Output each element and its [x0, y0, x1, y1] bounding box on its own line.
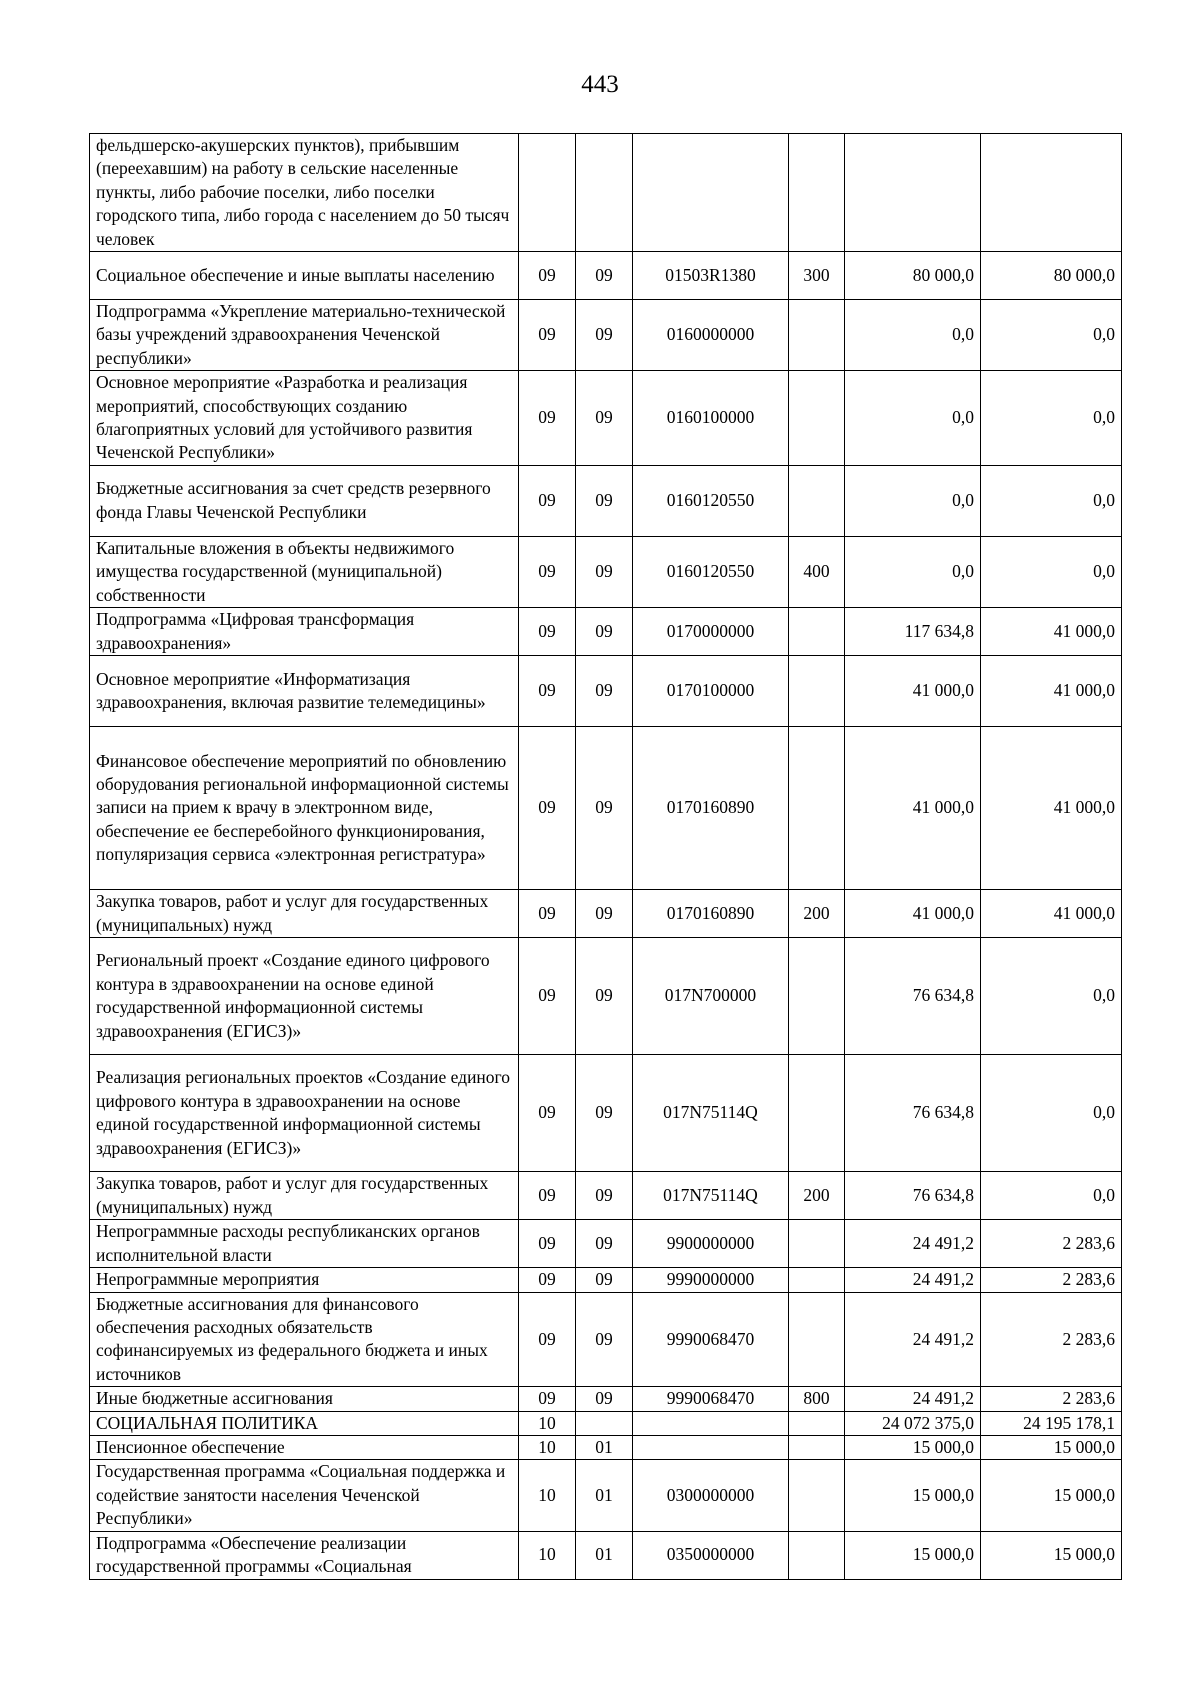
- table-row: [90, 1220, 1122, 1268]
- row-sum-2: 2 283,6: [981, 1220, 1122, 1268]
- row-target-code: 0350000000: [633, 1531, 789, 1579]
- row-subsection: 01: [576, 1435, 633, 1459]
- row-expense-type: [789, 1220, 845, 1268]
- row-subsection: 09: [576, 1292, 633, 1387]
- row-sum-1: 24 491,2: [845, 1220, 981, 1268]
- row-expense-type: [789, 465, 845, 536]
- row-name: Подпрограмма «Цифровая трансформация здравоохранения»: [90, 608, 519, 656]
- row-target-code: 017N75114Q: [633, 1055, 789, 1172]
- row-section: 09: [519, 1268, 576, 1292]
- table-row: [90, 536, 1122, 607]
- row-sum-1: 76 634,8: [845, 1172, 981, 1220]
- table-row: [90, 1387, 1122, 1411]
- row-target-code: 0170160890: [633, 890, 789, 938]
- row-name: Подпрограмма «Обеспечение реализации государственной программы «Социальная: [90, 1531, 519, 1579]
- row-target-code: 017N75114Q: [633, 1172, 789, 1220]
- row-sum-2: 15 000,0: [981, 1531, 1122, 1579]
- row-sum-2: 0,0: [981, 1055, 1122, 1172]
- row-name: Региональный проект «Создание единого цифрового контура в здравоохранении на основе единой государственной информационной системы здравоохранения (ЕГИСЗ)»: [90, 938, 519, 1055]
- row-subsection: 09: [576, 1220, 633, 1268]
- row-target-code: 9990068470: [633, 1292, 789, 1387]
- row-sum-1: 0,0: [845, 536, 981, 607]
- table-row: [90, 890, 1122, 938]
- row-expense-type: 300: [789, 252, 845, 300]
- row-target-code: 017N700000: [633, 938, 789, 1055]
- row-section: 10: [519, 1435, 576, 1459]
- row-name: СОЦИАЛЬНАЯ ПОЛИТИКА: [90, 1411, 519, 1435]
- row-target-code: 0300000000: [633, 1460, 789, 1531]
- table-row: [90, 1292, 1122, 1387]
- row-section: 10: [519, 1460, 576, 1531]
- row-target-code: 01503R1380: [633, 252, 789, 300]
- table-row: [90, 938, 1122, 1055]
- row-name: Иные бюджетные ассигнования: [90, 1387, 519, 1411]
- row-name: Закупка товаров, работ и услуг для государственных (муниципальных) нужд: [90, 1172, 519, 1220]
- row-subsection: 09: [576, 371, 633, 466]
- row-sum-1: 117 634,8: [845, 608, 981, 656]
- page-number: 443: [581, 71, 619, 98]
- row-sum-1: 0,0: [845, 371, 981, 466]
- row-sum-2: 0,0: [981, 371, 1122, 466]
- table-row: [90, 1055, 1122, 1172]
- row-subsection: 09: [576, 300, 633, 371]
- table-row: [90, 1411, 1122, 1435]
- row-target-code: 0160000000: [633, 300, 789, 371]
- row-subsection: [576, 1411, 633, 1435]
- row-sum-2: 41 000,0: [981, 890, 1122, 938]
- row-target-code: [633, 1411, 789, 1435]
- row-target-code: 0170160890: [633, 727, 789, 890]
- row-name: Государственная программа «Социальная поддержка и содействие занятости населения Чеченской Республики»: [90, 1460, 519, 1531]
- row-expense-type: [789, 938, 845, 1055]
- row-subsection: 09: [576, 608, 633, 656]
- row-name: Непрограммные мероприятия: [90, 1268, 519, 1292]
- table-row: [90, 1531, 1122, 1579]
- row-expense-type: [789, 1460, 845, 1531]
- row-sum-2: 41 000,0: [981, 656, 1122, 727]
- row-subsection: 09: [576, 465, 633, 536]
- row-expense-type: [789, 727, 845, 890]
- row-sum-1: 41 000,0: [845, 890, 981, 938]
- row-sum-1: [845, 134, 981, 252]
- row-expense-type: 400: [789, 536, 845, 607]
- row-target-code: 9990000000: [633, 1268, 789, 1292]
- row-target-code: 0160120550: [633, 465, 789, 536]
- row-subsection: 09: [576, 656, 633, 727]
- row-sum-2: 0,0: [981, 536, 1122, 607]
- row-expense-type: [789, 1055, 845, 1172]
- row-sum-1: 41 000,0: [845, 727, 981, 890]
- table-row: [90, 656, 1122, 727]
- row-name: Бюджетные ассигнования за счет средств резервного фонда Главы Чеченской Республики: [90, 465, 519, 536]
- row-sum-1: 15 000,0: [845, 1531, 981, 1579]
- row-target-code: 0170100000: [633, 656, 789, 727]
- row-sum-2: [981, 134, 1122, 252]
- table-row: [90, 1460, 1122, 1531]
- row-sum-1: 15 000,0: [845, 1460, 981, 1531]
- row-section: 09: [519, 536, 576, 607]
- table-row: [90, 1268, 1122, 1292]
- row-section: 10: [519, 1531, 576, 1579]
- table-row: [90, 252, 1122, 300]
- table-row: [90, 727, 1122, 890]
- row-section: 09: [519, 1387, 576, 1411]
- row-subsection: 09: [576, 536, 633, 607]
- row-name: Непрограммные расходы республиканских органов исполнительной власти: [90, 1220, 519, 1268]
- table-row: [90, 1435, 1122, 1459]
- row-sum-2: 80 000,0: [981, 252, 1122, 300]
- row-expense-type: [789, 1268, 845, 1292]
- row-sum-2: 0,0: [981, 938, 1122, 1055]
- row-sum-1: 80 000,0: [845, 252, 981, 300]
- row-sum-2: 24 195 178,1: [981, 1411, 1122, 1435]
- row-target-code: 0160120550: [633, 536, 789, 607]
- row-sum-2: 15 000,0: [981, 1435, 1122, 1459]
- row-target-code: [633, 134, 789, 252]
- row-expense-type: [789, 300, 845, 371]
- row-section: 09: [519, 465, 576, 536]
- row-expense-type: 200: [789, 1172, 845, 1220]
- row-subsection: 09: [576, 1172, 633, 1220]
- row-sum-1: 76 634,8: [845, 1055, 981, 1172]
- row-subsection: 09: [576, 727, 633, 890]
- row-sum-1: 41 000,0: [845, 656, 981, 727]
- row-sum-1: 24 072 375,0: [845, 1411, 981, 1435]
- row-name: Реализация региональных проектов «Создание единого цифрового контура в здравоохранении на основе единой государственной информационной системы здравоохранения (ЕГИСЗ)»: [90, 1055, 519, 1172]
- row-subsection: 09: [576, 1268, 633, 1292]
- row-expense-type: [789, 608, 845, 656]
- row-section: 09: [519, 656, 576, 727]
- row-sum-2: 15 000,0: [981, 1460, 1122, 1531]
- row-expense-type: [789, 656, 845, 727]
- row-section: 09: [519, 727, 576, 890]
- row-name: Основное мероприятие «Информатизация здравоохранения, включая развитие телемедицины»: [90, 656, 519, 727]
- row-sum-1: 15 000,0: [845, 1435, 981, 1459]
- row-target-code: 0170000000: [633, 608, 789, 656]
- row-name: Бюджетные ассигнования для финансового обеспечения расходных обязательств софинансируемых из федерального бюджета и иных источников: [90, 1292, 519, 1387]
- row-name: Подпрограмма «Укрепление материально-технической базы учреждений здравоохранения Чеченской республики»: [90, 300, 519, 371]
- row-target-code: 0160100000: [633, 371, 789, 466]
- row-section: 09: [519, 252, 576, 300]
- row-target-code: 9990068470: [633, 1387, 789, 1411]
- table-row: [90, 371, 1122, 466]
- row-expense-type: [789, 1292, 845, 1387]
- row-expense-type: [789, 134, 845, 252]
- row-sum-2: 2 283,6: [981, 1292, 1122, 1387]
- row-sum-2: 0,0: [981, 465, 1122, 536]
- row-section: 09: [519, 890, 576, 938]
- table-row: [90, 465, 1122, 536]
- row-name: Основное мероприятие «Разработка и реализация мероприятий, способствующих созданию благоприятных условий для устойчивого развития Чеченской Республики»: [90, 371, 519, 466]
- row-section: 10: [519, 1411, 576, 1435]
- row-target-code: 9900000000: [633, 1220, 789, 1268]
- row-subsection: 09: [576, 890, 633, 938]
- budget-table: [89, 133, 1122, 1580]
- row-name: Социальное обеспечение и иные выплаты населению: [90, 252, 519, 300]
- row-subsection: 09: [576, 938, 633, 1055]
- row-section: 09: [519, 371, 576, 466]
- row-subsection: 01: [576, 1460, 633, 1531]
- row-section: 09: [519, 608, 576, 656]
- table-row: [90, 608, 1122, 656]
- row-section: 09: [519, 1055, 576, 1172]
- row-sum-2: 2 283,6: [981, 1268, 1122, 1292]
- row-name: фельдшерско-акушерских пунктов), прибывшим (переехавшим) на работу в сельские населенные пункты, либо рабочие поселки, либо поселки городского типа, либо города с населением до 50 тысяч человек: [90, 134, 519, 252]
- row-expense-type: [789, 371, 845, 466]
- row-subsection: 09: [576, 252, 633, 300]
- row-target-code: [633, 1435, 789, 1459]
- row-sum-1: 0,0: [845, 465, 981, 536]
- row-sum-1: 24 491,2: [845, 1292, 981, 1387]
- row-section: 09: [519, 1292, 576, 1387]
- row-name: Пенсионное обеспечение: [90, 1435, 519, 1459]
- row-subsection: [576, 134, 633, 252]
- row-sum-1: 24 491,2: [845, 1268, 981, 1292]
- row-sum-2: 41 000,0: [981, 608, 1122, 656]
- row-subsection: 09: [576, 1055, 633, 1172]
- row-sum-2: 0,0: [981, 300, 1122, 371]
- table-row: [90, 1172, 1122, 1220]
- row-section: [519, 134, 576, 252]
- row-expense-type: 200: [789, 890, 845, 938]
- row-name: Капитальные вложения в объекты недвижимого имущества государственной (муниципальной) собственности: [90, 536, 519, 607]
- row-expense-type: [789, 1435, 845, 1459]
- row-sum-1: 24 491,2: [845, 1387, 981, 1411]
- row-subsection: 01: [576, 1531, 633, 1579]
- row-section: 09: [519, 938, 576, 1055]
- row-expense-type: 800: [789, 1387, 845, 1411]
- table-row: [90, 134, 1122, 252]
- row-sum-2: 2 283,6: [981, 1387, 1122, 1411]
- row-section: 09: [519, 300, 576, 371]
- row-sum-2: 0,0: [981, 1172, 1122, 1220]
- table-row: [90, 300, 1122, 371]
- row-sum-1: 76 634,8: [845, 938, 981, 1055]
- row-section: 09: [519, 1172, 576, 1220]
- row-section: 09: [519, 1220, 576, 1268]
- row-name: Финансовое обеспечение мероприятий по обновлению оборудования региональной информационной системы записи на прием к врачу в электронном виде, обеспечение ее бесперебойного функционирования, популяризация сервиса «электронная регистратура»: [90, 727, 519, 890]
- row-sum-2: 41 000,0: [981, 727, 1122, 890]
- row-expense-type: [789, 1531, 845, 1579]
- row-expense-type: [789, 1411, 845, 1435]
- row-name: Закупка товаров, работ и услуг для государственных (муниципальных) нужд: [90, 890, 519, 938]
- row-sum-1: 0,0: [845, 300, 981, 371]
- row-subsection: 09: [576, 1387, 633, 1411]
